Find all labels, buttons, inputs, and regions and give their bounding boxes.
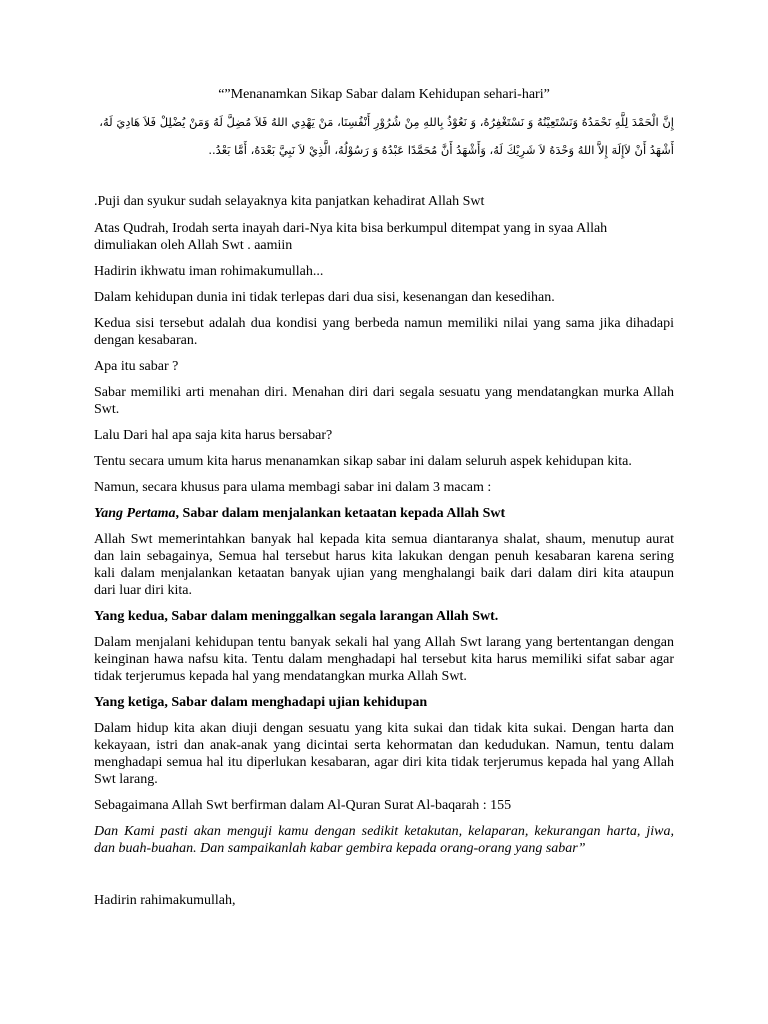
text-line: Swt. [94, 402, 120, 417]
text-line: Hadirin rahimakumullah, [94, 893, 236, 908]
paragraph-closing-greeting [94, 892, 674, 909]
text-line: Kedua sisi tersebut adalah dua kondisi yang berbeda namun memiliki nilai yang sama jika dihadapi [94, 316, 674, 331]
text-line: Swt larang. [94, 772, 158, 787]
text-line: Sebagaimana Allah Swt berfirman dalam Al-Quran Surat Al-baqarah : 155 [94, 798, 512, 813]
text-line: Namun, secara khusus para ulama membagi sabar ini dalam 3 macam : [94, 480, 492, 495]
heading-first [94, 505, 674, 522]
paragraph-greeting [94, 263, 674, 280]
text-line: Yang ketiga, Sabar dalam menghadapi ujian kehidupan [94, 695, 428, 710]
heading-third [94, 694, 674, 711]
paragraph-two-sides [94, 289, 674, 306]
text-line: Dalam hidup kita akan diuji dengan sesuatu yang kita sukai dan tidak kita sukai. Dengan harta dan [94, 721, 674, 736]
text-line: Dan Kami pasti akan menguji kamu dengan sedikit ketakutan, kelaparan, kekurangan harta, jiwa, [94, 824, 674, 839]
paragraph-opening-praise [94, 193, 674, 210]
text-line: Lalu Dari hal apa saja kita harus bersabar? [94, 428, 333, 443]
text-line: kekayaan, istri dan anak-anak yang dicintai serta kehormatan dan kedudukan. Namun, tentu dalam [94, 738, 674, 753]
paragraph-question [94, 358, 674, 375]
page-title: “”Menanamkan Sikap Sabar dalam Kehidupan sehari-hari” [218, 87, 550, 102]
paragraph-qudrah [94, 220, 674, 254]
heading-first-italic: Yang Pertama [94, 506, 176, 521]
text-line: .Puji dan syukur sudah selayaknya kita panjatkan kehadirat Allah Swt [94, 194, 485, 209]
heading-first-rest: , Sabar dalam menjalankan ketaatan kepada Allah Swt [175, 506, 506, 521]
paragraph-quran-reference [94, 797, 674, 814]
text-line: kali dalam menjalankan ketaatan banyak ujian yang menghalangi baik dari dalam diri kita ataupun [94, 566, 674, 581]
paragraph-question-2 [94, 427, 674, 444]
heading-second [94, 608, 674, 625]
text-line: Tentu secara umum kita harus menanamkan sikap sabar ini dalam seluruh aspek kehidupan kita. [94, 454, 632, 469]
text-line: Allah Swt memerintahkan banyak hal kepada kita semua diantaranya shalat, shaum, menutup aurat [94, 532, 674, 547]
text-line [94, 505, 674, 522]
text-line: dari luar diri kita. [94, 583, 192, 598]
text-line: tidak terjerumus kepada hal yang mendatangkan murka Allah Swt. [94, 669, 467, 684]
quran-quote [94, 823, 674, 857]
text-line: dengan kesabaran. [94, 333, 198, 348]
arabic-opening-line-2: أَشْهَدُ أَنْ لاَإِلَهَ إِلاَّ اللهُ وَحْدَهُ لاَ شَرِيْكَ لَهُ، وَأَشْهَدُ أَنَّ مُحَمَّدًا عَبْدُهُ وَ رَسُوْلُهُ، الَّذِيْ لاَ نَبِيَّ بَعْدَهُ، أَمَّا بَعْدُ.. [208, 143, 674, 157]
text-line: Yang kedua, Sabar dalam meninggalkan segala larangan Allah Swt. [94, 609, 499, 624]
text-line: Atas Qudrah, Irodah serta inayah dari-Nya kita bisa berkumpul ditempat yang in syaa Allah [94, 221, 608, 236]
paragraph-both-sides [94, 315, 674, 349]
paragraph-definition [94, 384, 674, 418]
paragraph-categories [94, 479, 674, 496]
text-line: keinginan hawa nafsu kita. Tentu dalam menghadapi hal tersebut kita harus memiliki sifat sabar agar [94, 652, 674, 667]
text-line: Hadirin ikhwatu iman rohimakumullah... [94, 264, 324, 279]
text-line: menghadapi semua hal itu diperlukan kesabaran, agar diri kita tidak terjerumus kepada hal yang Allah [94, 755, 674, 770]
text-line: dan buah-buahan. Dan sampaikanlah kabar gembira kepada orang-orang yang sabar” [94, 841, 586, 856]
text-line: Apa itu sabar ? [94, 359, 179, 374]
paragraph-second-detail [94, 634, 674, 685]
text-line: dimuliakan oleh Allah Swt . aamiin [94, 238, 293, 253]
arabic-opening-line-1: إِنَّ الْحَمْدَ لِلَّهِ نَحْمَدُهُ وَنَسْتَعِيْنُهُ وَ نَسْتَغْفِرُهُ، وَ نَعُوْذُ بِاللهِ مِنْ شُرُوْرِ أَنْفُسِنَا، مَنْ يَهْدِي اللهُ فَلاَ مُضِلَّ لَهُ وَمَنْ يُضْلِلْ فَلاَ هَادِيَ لَهُ، [99, 115, 674, 129]
text-line: Sabar memiliki arti menahan diri. Menahan diri dari segala sesuatu yang mendatangkan murka Allah [94, 385, 674, 400]
text-line: Dalam kehidupan dunia ini tidak terlepas dari dua sisi, kesenangan dan kesedihan. [94, 290, 555, 305]
paragraph-general [94, 453, 674, 470]
text-line: dan lain sebagainya, Semua hal tersebut harus kita lakukan dengan penuh kesabaran karena sering [94, 549, 674, 564]
paragraph-first-detail [94, 531, 674, 599]
paragraph-third-detail [94, 720, 674, 788]
text-line: Dalam menjalani kehidupan tentu banyak sekali hal yang Allah Swt larang yang bertentangan dengan [94, 635, 674, 650]
